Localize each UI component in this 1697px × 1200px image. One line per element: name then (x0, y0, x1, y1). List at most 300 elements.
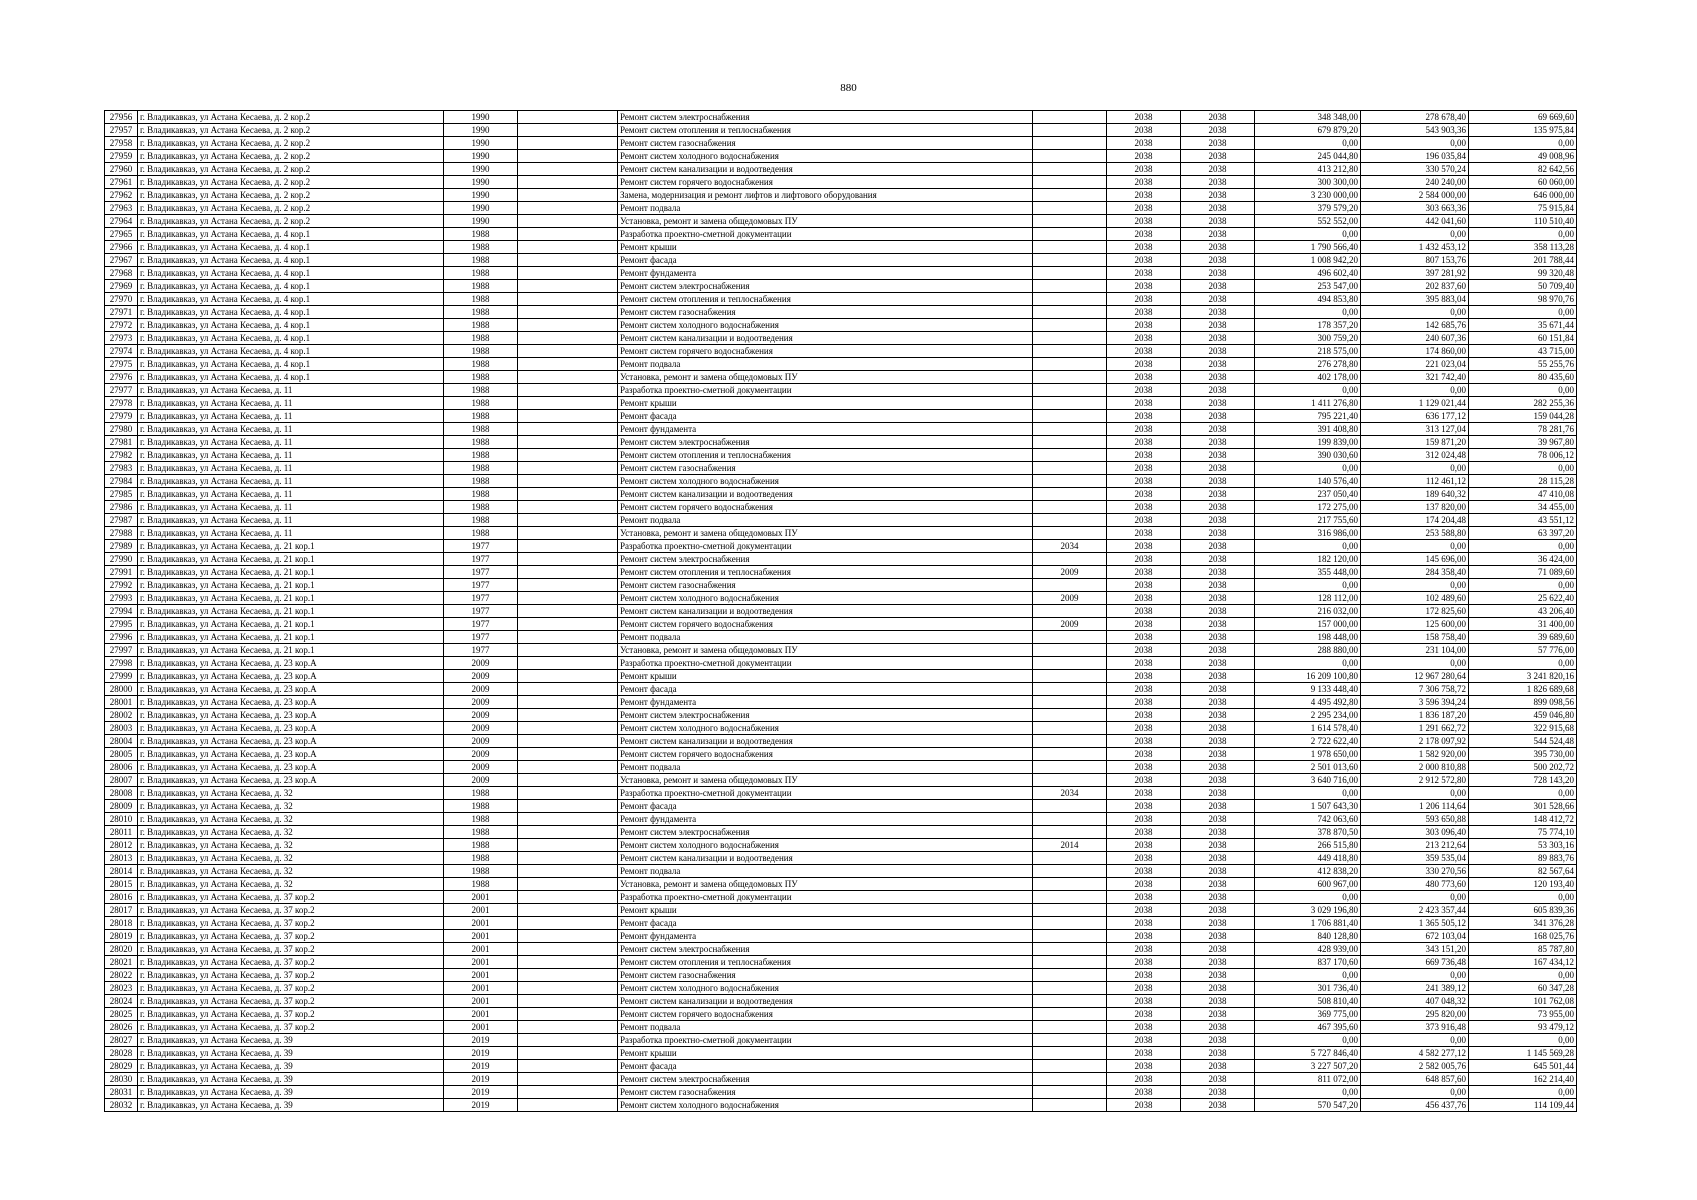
plan-end-cell: 2038 (1181, 423, 1255, 436)
plan-start-cell: 2038 (1107, 1060, 1181, 1073)
work-type-cell: Ремонт систем канализации и водоотведения (618, 852, 1033, 865)
fund-cost-cell: 1 582 920,00 (1361, 748, 1469, 761)
build-year-cell: 1990 (444, 150, 518, 163)
work-type-cell: Ремонт систем газоснабжения (618, 1086, 1033, 1099)
fund-cost-cell: 2 000 810,88 (1361, 761, 1469, 774)
build-year-cell: 2001 (444, 969, 518, 982)
build-year-cell: 2019 (444, 1034, 518, 1047)
fund-cost-cell: 1 291 662,72 (1361, 722, 1469, 735)
table-row (105, 423, 1577, 436)
fund-cost-cell: 1 206 114,64 (1361, 800, 1469, 813)
work-type-cell: Ремонт систем газоснабжения (618, 969, 1033, 982)
row-number: 27987 (105, 514, 138, 527)
address-cell: г. Владикавказ, ул Астана Кесаева, д. 4 кор.1 (138, 319, 444, 332)
last-repair-year-cell (1033, 163, 1107, 176)
blank-cell (518, 1060, 618, 1073)
row-number: 28009 (105, 800, 138, 813)
row-number: 27973 (105, 332, 138, 345)
fund-cost-cell: 343 151,20 (1361, 943, 1469, 956)
last-repair-year-cell: 2009 (1033, 618, 1107, 631)
row-number: 27967 (105, 254, 138, 267)
owner-cost-cell: 114 109,44 (1469, 1099, 1577, 1112)
plan-end-cell: 2038 (1181, 150, 1255, 163)
fund-cost-cell: 240 240,00 (1361, 176, 1469, 189)
fund-cost-cell: 231 104,00 (1361, 644, 1469, 657)
table-row (105, 1073, 1577, 1086)
last-repair-year-cell (1033, 254, 1107, 267)
build-year-cell: 1988 (444, 280, 518, 293)
plan-start-cell: 2038 (1107, 241, 1181, 254)
blank-cell (518, 956, 618, 969)
build-year-cell: 2009 (444, 683, 518, 696)
blank-cell (518, 982, 618, 995)
row-number: 28013 (105, 852, 138, 865)
work-type-cell: Ремонт систем отопления и теплоснабжения (618, 956, 1033, 969)
owner-cost-cell: 43 551,12 (1469, 514, 1577, 527)
registry-body (105, 111, 1577, 1112)
work-type-cell: Разработка проектно-сметной документации (618, 228, 1033, 241)
blank-cell (518, 514, 618, 527)
owner-cost-cell: 0,00 (1469, 1034, 1577, 1047)
last-repair-year-cell (1033, 111, 1107, 124)
table-row (105, 1060, 1577, 1073)
plan-end-cell: 2038 (1181, 1060, 1255, 1073)
table-row (105, 891, 1577, 904)
fund-cost-cell: 330 570,24 (1361, 163, 1469, 176)
build-year-cell: 2001 (444, 930, 518, 943)
plan-end-cell: 2038 (1181, 189, 1255, 202)
blank-cell (518, 475, 618, 488)
last-repair-year-cell (1033, 371, 1107, 384)
row-number: 28030 (105, 1073, 138, 1086)
last-repair-year-cell (1033, 982, 1107, 995)
total-cost-cell: 570 547,20 (1255, 1099, 1361, 1112)
last-repair-year-cell (1033, 956, 1107, 969)
table-row (105, 774, 1577, 787)
owner-cost-cell: 75 774,10 (1469, 826, 1577, 839)
row-number: 28008 (105, 787, 138, 800)
blank-cell (518, 592, 618, 605)
row-number: 28014 (105, 865, 138, 878)
address-cell: г. Владикавказ, ул Астана Кесаева, д. 37 кор.2 (138, 943, 444, 956)
build-year-cell: 2009 (444, 774, 518, 787)
row-number: 27997 (105, 644, 138, 657)
build-year-cell: 1988 (444, 514, 518, 527)
address-cell: г. Владикавказ, ул Астана Кесаева, д. 23 кор.А (138, 709, 444, 722)
last-repair-year-cell (1033, 1086, 1107, 1099)
address-cell: г. Владикавказ, ул Астана Кесаева, д. 37 кор.2 (138, 917, 444, 930)
last-repair-year-cell (1033, 696, 1107, 709)
table-row (105, 501, 1577, 514)
plan-end-cell: 2038 (1181, 410, 1255, 423)
row-number: 28022 (105, 969, 138, 982)
plan-end-cell: 2038 (1181, 1073, 1255, 1086)
plan-start-cell: 2038 (1107, 410, 1181, 423)
work-type-cell: Ремонт систем канализации и водоотведения (618, 995, 1033, 1008)
owner-cost-cell: 49 008,96 (1469, 150, 1577, 163)
plan-start-cell: 2038 (1107, 657, 1181, 670)
total-cost-cell: 413 212,80 (1255, 163, 1361, 176)
build-year-cell: 1977 (444, 631, 518, 644)
plan-end-cell: 2038 (1181, 761, 1255, 774)
address-cell: г. Владикавказ, ул Астана Кесаева, д. 11 (138, 488, 444, 501)
fund-cost-cell: 2 423 357,44 (1361, 904, 1469, 917)
plan-end-cell: 2038 (1181, 358, 1255, 371)
last-repair-year-cell (1033, 319, 1107, 332)
plan-end-cell: 2038 (1181, 982, 1255, 995)
address-cell: г. Владикавказ, ул Астана Кесаева, д. 23 кор.А (138, 696, 444, 709)
owner-cost-cell: 73 955,00 (1469, 1008, 1577, 1021)
row-number: 27998 (105, 657, 138, 670)
work-type-cell: Ремонт фасада (618, 917, 1033, 930)
work-type-cell: Установка, ремонт и замена общедомовых ПУ (618, 215, 1033, 228)
plan-start-cell: 2038 (1107, 995, 1181, 1008)
build-year-cell: 2009 (444, 709, 518, 722)
blank-cell (518, 735, 618, 748)
last-repair-year-cell: 2034 (1033, 540, 1107, 553)
owner-cost-cell: 85 787,80 (1469, 943, 1577, 956)
work-type-cell: Ремонт систем холодного водоснабжения (618, 722, 1033, 735)
last-repair-year-cell (1033, 1008, 1107, 1021)
fund-cost-cell: 593 650,88 (1361, 813, 1469, 826)
work-type-cell: Ремонт крыши (618, 670, 1033, 683)
last-repair-year-cell (1033, 1034, 1107, 1047)
fund-cost-cell: 636 177,12 (1361, 410, 1469, 423)
total-cost-cell: 199 839,00 (1255, 436, 1361, 449)
blank-cell (518, 345, 618, 358)
plan-start-cell: 2038 (1107, 982, 1181, 995)
blank-cell (518, 852, 618, 865)
blank-cell (518, 553, 618, 566)
blank-cell (518, 631, 618, 644)
build-year-cell: 2001 (444, 904, 518, 917)
total-cost-cell: 348 348,00 (1255, 111, 1361, 124)
row-number: 28015 (105, 878, 138, 891)
plan-start-cell: 2038 (1107, 384, 1181, 397)
address-cell: г. Владикавказ, ул Астана Кесаева, д. 32 (138, 813, 444, 826)
owner-cost-cell: 82 567,64 (1469, 865, 1577, 878)
total-cost-cell: 508 810,40 (1255, 995, 1361, 1008)
build-year-cell: 1988 (444, 254, 518, 267)
table-row (105, 878, 1577, 891)
fund-cost-cell: 174 204,48 (1361, 514, 1469, 527)
fund-cost-cell: 0,00 (1361, 579, 1469, 592)
table-row (105, 384, 1577, 397)
row-number: 27961 (105, 176, 138, 189)
address-cell: г. Владикавказ, ул Астана Кесаева, д. 32 (138, 865, 444, 878)
plan-end-cell: 2038 (1181, 787, 1255, 800)
row-number: 27994 (105, 605, 138, 618)
owner-cost-cell: 322 915,68 (1469, 722, 1577, 735)
row-number: 28016 (105, 891, 138, 904)
owner-cost-cell: 341 376,28 (1469, 917, 1577, 930)
last-repair-year-cell (1033, 735, 1107, 748)
blank-cell (518, 1008, 618, 1021)
last-repair-year-cell (1033, 384, 1107, 397)
total-cost-cell: 0,00 (1255, 228, 1361, 241)
row-number: 28027 (105, 1034, 138, 1047)
table-row (105, 111, 1577, 124)
row-number: 28001 (105, 696, 138, 709)
last-repair-year-cell (1033, 397, 1107, 410)
last-repair-year-cell (1033, 1073, 1107, 1086)
plan-start-cell: 2038 (1107, 150, 1181, 163)
last-repair-year-cell (1033, 293, 1107, 306)
address-cell: г. Владикавказ, ул Астана Кесаева, д. 21 кор.1 (138, 605, 444, 618)
build-year-cell: 2001 (444, 1008, 518, 1021)
last-repair-year-cell (1033, 683, 1107, 696)
build-year-cell: 2001 (444, 995, 518, 1008)
owner-cost-cell: 459 046,80 (1469, 709, 1577, 722)
fund-cost-cell: 174 860,00 (1361, 345, 1469, 358)
fund-cost-cell: 142 685,76 (1361, 319, 1469, 332)
row-number: 28012 (105, 839, 138, 852)
row-number: 27971 (105, 306, 138, 319)
fund-cost-cell: 1 836 187,20 (1361, 709, 1469, 722)
table-row (105, 488, 1577, 501)
owner-cost-cell: 35 671,44 (1469, 319, 1577, 332)
plan-end-cell: 2038 (1181, 488, 1255, 501)
fund-cost-cell: 1 129 021,44 (1361, 397, 1469, 410)
owner-cost-cell: 0,00 (1469, 657, 1577, 670)
owner-cost-cell: 0,00 (1469, 384, 1577, 397)
work-type-cell: Ремонт систем электроснабжения (618, 436, 1033, 449)
build-year-cell: 2019 (444, 1060, 518, 1073)
total-cost-cell: 0,00 (1255, 306, 1361, 319)
plan-start-cell: 2038 (1107, 488, 1181, 501)
fund-cost-cell: 303 096,40 (1361, 826, 1469, 839)
address-cell: г. Владикавказ, ул Астана Кесаева, д. 21 кор.1 (138, 644, 444, 657)
work-type-cell: Ремонт систем отопления и теплоснабжения (618, 124, 1033, 137)
address-cell: г. Владикавказ, ул Астана Кесаева, д. 23 кор.А (138, 670, 444, 683)
work-type-cell: Ремонт систем холодного водоснабжения (618, 1099, 1033, 1112)
total-cost-cell: 140 576,40 (1255, 475, 1361, 488)
fund-cost-cell: 395 883,04 (1361, 293, 1469, 306)
total-cost-cell: 128 112,00 (1255, 592, 1361, 605)
owner-cost-cell: 57 776,00 (1469, 644, 1577, 657)
table-row (105, 397, 1577, 410)
build-year-cell: 1990 (444, 124, 518, 137)
row-number: 28017 (105, 904, 138, 917)
last-repair-year-cell (1033, 150, 1107, 163)
build-year-cell: 1988 (444, 488, 518, 501)
total-cost-cell: 253 547,00 (1255, 280, 1361, 293)
row-number: 27968 (105, 267, 138, 280)
last-repair-year-cell (1033, 865, 1107, 878)
owner-cost-cell: 1 826 689,68 (1469, 683, 1577, 696)
table-row (105, 826, 1577, 839)
table-row (105, 644, 1577, 657)
blank-cell (518, 124, 618, 137)
plan-end-cell: 2038 (1181, 553, 1255, 566)
total-cost-cell: 217 755,60 (1255, 514, 1361, 527)
plan-end-cell: 2038 (1181, 280, 1255, 293)
build-year-cell: 1988 (444, 813, 518, 826)
last-repair-year-cell (1033, 215, 1107, 228)
work-type-cell: Ремонт фасада (618, 1060, 1033, 1073)
owner-cost-cell: 162 214,40 (1469, 1073, 1577, 1086)
table-row (105, 202, 1577, 215)
plan-start-cell: 2038 (1107, 644, 1181, 657)
total-cost-cell: 467 395,60 (1255, 1021, 1361, 1034)
plan-start-cell: 2038 (1107, 605, 1181, 618)
plan-start-cell: 2038 (1107, 631, 1181, 644)
fund-cost-cell: 0,00 (1361, 306, 1469, 319)
row-number: 28007 (105, 774, 138, 787)
fund-cost-cell: 0,00 (1361, 540, 1469, 553)
build-year-cell: 2001 (444, 1021, 518, 1034)
table-row (105, 527, 1577, 540)
plan-end-cell: 2038 (1181, 800, 1255, 813)
build-year-cell: 1988 (444, 397, 518, 410)
owner-cost-cell: 0,00 (1469, 137, 1577, 150)
plan-end-cell: 2038 (1181, 774, 1255, 787)
address-cell: г. Владикавказ, ул Астана Кесаева, д. 37 кор.2 (138, 904, 444, 917)
build-year-cell: 1990 (444, 176, 518, 189)
build-year-cell: 1990 (444, 215, 518, 228)
last-repair-year-cell (1033, 904, 1107, 917)
plan-end-cell: 2038 (1181, 1021, 1255, 1034)
plan-end-cell: 2038 (1181, 384, 1255, 397)
plan-end-cell: 2038 (1181, 735, 1255, 748)
address-cell: г. Владикавказ, ул Астана Кесаева, д. 32 (138, 878, 444, 891)
work-type-cell: Ремонт систем канализации и водоотведения (618, 163, 1033, 176)
address-cell: г. Владикавказ, ул Астана Кесаева, д. 21 кор.1 (138, 592, 444, 605)
owner-cost-cell: 53 303,16 (1469, 839, 1577, 852)
total-cost-cell: 1 706 881,40 (1255, 917, 1361, 930)
work-type-cell: Ремонт систем холодного водоснабжения (618, 592, 1033, 605)
address-cell: г. Владикавказ, ул Астана Кесаева, д. 37 кор.2 (138, 1008, 444, 1021)
build-year-cell: 2019 (444, 1086, 518, 1099)
table-row (105, 683, 1577, 696)
address-cell: г. Владикавказ, ул Астана Кесаева, д. 32 (138, 839, 444, 852)
work-type-cell: Ремонт систем канализации и водоотведения (618, 332, 1033, 345)
plan-start-cell: 2038 (1107, 514, 1181, 527)
blank-cell (518, 644, 618, 657)
plan-start-cell: 2038 (1107, 683, 1181, 696)
build-year-cell: 1977 (444, 644, 518, 657)
plan-end-cell: 2038 (1181, 826, 1255, 839)
table-row (105, 228, 1577, 241)
build-year-cell: 1977 (444, 592, 518, 605)
build-year-cell: 2009 (444, 748, 518, 761)
address-cell: г. Владикавказ, ул Астана Кесаева, д. 11 (138, 527, 444, 540)
fund-cost-cell: 0,00 (1361, 1034, 1469, 1047)
plan-end-cell: 2038 (1181, 657, 1255, 670)
owner-cost-cell: 60 060,00 (1469, 176, 1577, 189)
address-cell: г. Владикавказ, ул Астана Кесаева, д. 11 (138, 423, 444, 436)
work-type-cell: Ремонт подвала (618, 631, 1033, 644)
owner-cost-cell: 358 113,28 (1469, 241, 1577, 254)
blank-cell (518, 1099, 618, 1112)
last-repair-year-cell (1033, 917, 1107, 930)
address-cell: г. Владикавказ, ул Астана Кесаева, д. 23 кор.А (138, 735, 444, 748)
build-year-cell: 1977 (444, 540, 518, 553)
last-repair-year-cell (1033, 943, 1107, 956)
blank-cell (518, 397, 618, 410)
table-row (105, 722, 1577, 735)
plan-start-cell: 2038 (1107, 865, 1181, 878)
blank-cell (518, 189, 618, 202)
last-repair-year-cell (1033, 124, 1107, 137)
owner-cost-cell: 69 669,60 (1469, 111, 1577, 124)
plan-start-cell: 2038 (1107, 332, 1181, 345)
fund-cost-cell: 407 048,32 (1361, 995, 1469, 1008)
owner-cost-cell: 78 006,12 (1469, 449, 1577, 462)
address-cell: г. Владикавказ, ул Астана Кесаева, д. 11 (138, 501, 444, 514)
row-number: 27979 (105, 410, 138, 423)
row-number: 27975 (105, 358, 138, 371)
row-number: 28025 (105, 1008, 138, 1021)
table-row (105, 150, 1577, 163)
address-cell: г. Владикавказ, ул Астана Кесаева, д. 11 (138, 449, 444, 462)
row-number: 28020 (105, 943, 138, 956)
last-repair-year-cell (1033, 176, 1107, 189)
plan-start-cell: 2038 (1107, 579, 1181, 592)
last-repair-year-cell (1033, 930, 1107, 943)
last-repair-year-cell (1033, 501, 1107, 514)
address-cell: г. Владикавказ, ул Астана Кесаева, д. 23 кор.А (138, 761, 444, 774)
plan-end-cell: 2038 (1181, 813, 1255, 826)
total-cost-cell: 412 838,20 (1255, 865, 1361, 878)
address-cell: г. Владикавказ, ул Астана Кесаева, д. 4 кор.1 (138, 280, 444, 293)
build-year-cell: 1988 (444, 358, 518, 371)
blank-cell (518, 865, 618, 878)
work-type-cell: Ремонт подвала (618, 761, 1033, 774)
total-cost-cell: 391 408,80 (1255, 423, 1361, 436)
owner-cost-cell: 0,00 (1469, 787, 1577, 800)
address-cell: г. Владикавказ, ул Астана Кесаева, д. 2 кор.2 (138, 202, 444, 215)
plan-start-cell: 2038 (1107, 1086, 1181, 1099)
owner-cost-cell: 1 145 569,28 (1469, 1047, 1577, 1060)
plan-start-cell: 2038 (1107, 293, 1181, 306)
blank-cell (518, 839, 618, 852)
page-number: 880 (840, 82, 857, 94)
owner-cost-cell: 43 206,40 (1469, 605, 1577, 618)
table-row (105, 1047, 1577, 1060)
plan-start-cell: 2038 (1107, 163, 1181, 176)
fund-cost-cell: 359 535,04 (1361, 852, 1469, 865)
plan-start-cell: 2038 (1107, 826, 1181, 839)
last-repair-year-cell (1033, 280, 1107, 293)
plan-start-cell: 2038 (1107, 709, 1181, 722)
address-cell: г. Владикавказ, ул Астана Кесаева, д. 11 (138, 475, 444, 488)
build-year-cell: 1988 (444, 293, 518, 306)
total-cost-cell: 316 986,00 (1255, 527, 1361, 540)
owner-cost-cell: 39 689,60 (1469, 631, 1577, 644)
plan-start-cell: 2038 (1107, 462, 1181, 475)
address-cell: г. Владикавказ, ул Астана Кесаева, д. 39 (138, 1060, 444, 1073)
plan-end-cell: 2038 (1181, 956, 1255, 969)
owner-cost-cell: 646 000,00 (1469, 189, 1577, 202)
last-repair-year-cell (1033, 722, 1107, 735)
blank-cell (518, 709, 618, 722)
total-cost-cell: 0,00 (1255, 657, 1361, 670)
blank-cell (518, 410, 618, 423)
work-type-cell: Ремонт систем холодного водоснабжения (618, 839, 1033, 852)
owner-cost-cell: 36 424,00 (1469, 553, 1577, 566)
blank-cell (518, 696, 618, 709)
address-cell: г. Владикавказ, ул Астана Кесаева, д. 37 кор.2 (138, 969, 444, 982)
total-cost-cell: 4 495 492,80 (1255, 696, 1361, 709)
owner-cost-cell: 728 143,20 (1469, 774, 1577, 787)
work-type-cell: Разработка проектно-сметной документации (618, 384, 1033, 397)
total-cost-cell: 679 879,20 (1255, 124, 1361, 137)
row-number: 28019 (105, 930, 138, 943)
last-repair-year-cell (1033, 488, 1107, 501)
last-repair-year-cell (1033, 644, 1107, 657)
plan-start-cell: 2038 (1107, 722, 1181, 735)
